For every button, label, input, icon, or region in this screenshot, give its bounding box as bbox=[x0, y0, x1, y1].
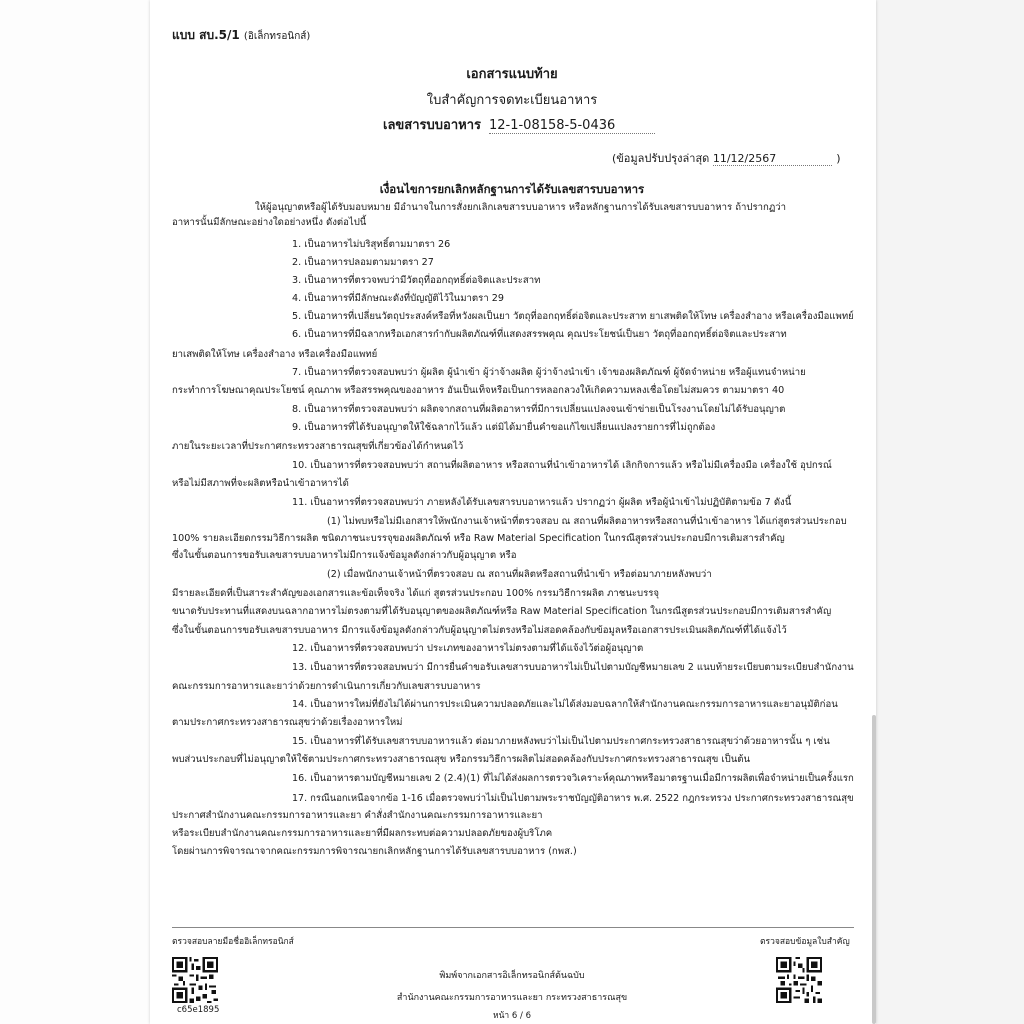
last-updated bbox=[612, 149, 841, 167]
body-line: ขนาดรับประทานที่แสดงบนฉลากอาหารไม่ตรงตามที่ได้รับอนุญาตของผลิตภัณฑ์หรือ Raw Material Specification ในกรณีสูตรส่วนประกอบมีการเติมสารสำคัญ bbox=[172, 606, 832, 617]
registration-label: เลขสารบบอาหาร bbox=[383, 118, 481, 133]
body-line: ภายในระยะเวลาที่ประกาศกระทรวงสาธารณสุขที่เกี่ยวข้องได้กำหนดไว้ bbox=[172, 441, 464, 452]
body-line: 9. เป็นอาหารที่ได้รับอนุญาตให้ใช้ฉลากไว้แล้ว แต่มิได้มายื่นคำขอแก้ไขเปลี่ยนแปลงรายการที่ไม่ถูกต้อง bbox=[292, 422, 716, 433]
qr-code-text: c65e1895 bbox=[177, 1005, 220, 1015]
body-line: 14. เป็นอาหารใหม่ที่ยังไม่ได้ผ่านการประเมินความปลอดภัยและไม่ได้ส่งมอบฉลากให้สำนักงานคณะกรรมการอาหารและยาอนุมัติก่อน bbox=[292, 699, 838, 710]
body-line: ตามประกาศกระทรวงสาธารณสุขว่าด้วยเรื่องอาหารใหม่ bbox=[172, 717, 403, 728]
body-line: กระทำการโฆษณาคุณประโยชน์ คุณภาพ หรือสรรพคุณของอาหาร อันเป็นเท็จหรือเป็นการหลอกลวงให้เกิดความหลงเชื่อโดยไม่สมควร ตามมาตรา 40 bbox=[172, 385, 785, 396]
body-line: คณะกรรมการอาหารและยาว่าด้วยการดำเนินการเกี่ยวกับเลขสารบบอาหาร bbox=[172, 681, 481, 692]
body-line: ซึ่งในขั้นตอนการขอรับเลขสารบบอาหาร มีการแจ้งข้อมูลดังกล่าวกับผู้อนุญาตไม่ตรงหรือไม่สอดคล้องกับข้อมูลหรือเอกสารประเมินผลิตภัณฑ์ที่ได้แจ้งไว้ bbox=[172, 625, 787, 636]
background-left bbox=[0, 0, 150, 1024]
body-line: 4. เป็นอาหารที่มีลักษณะดังที่บัญญัติไว้ในมาตรา 29 bbox=[292, 293, 504, 304]
body-line: 3. เป็นอาหารที่ตรวจพบว่ามีวัตถุที่ออกฤทธิ์ต่อจิตและประสาท bbox=[292, 275, 541, 286]
body-line: 16. เป็นอาหารตามบัญชีหมายเลข 2 (2.4)(1) ที่ไม่ได้ส่งผลการตรวจวิเคราะห์คุณภาพหรือมาตรฐานเมื่อมีการผลิตเพื่อจำหน่ายเป็นครั้งแรก bbox=[292, 773, 854, 784]
body-line: หรือระเบียบสำนักงานคณะกรรมการอาหารและยาที่มีผลกระทบต่อความปลอดภัยของผู้บริโภค bbox=[172, 828, 553, 839]
registration-number: 12-1-08158-5-0436 bbox=[489, 118, 655, 134]
last-updated-date: 11/12/2567 bbox=[713, 152, 832, 166]
body-line: 12. เป็นอาหารที่ตรวจสอบพบว่า ประเภทของอาหารไม่ตรงตามที่ได้แจ้งไว้ต่อผู้อนุญาต bbox=[292, 643, 644, 654]
form-code-note: (อิเล็กทรอนิกส์) bbox=[243, 31, 311, 42]
body-line: 13. เป็นอาหารที่ตรวจสอบพบว่า มีการยื่นคำขอรับเลขสารบบอาหารไม่เป็นไปตามบัญชีหมายเลข 2 แนบท้ายระเบียบตามระเบียบสำนักงาน bbox=[292, 662, 854, 673]
body-line: 6. เป็นอาหารที่มีฉลากหรือเอกสารกำกับผลิตภัณฑ์ที่แสดงสรรพคุณ คุณประโยชน์เป็นยา วัตถุที่ออกฤทธิ์ต่อจิตและประสาท bbox=[292, 329, 787, 340]
body-line: 1. เป็นอาหารไม่บริสุทธิ์ตามมาตรา 26 bbox=[292, 239, 451, 250]
verify-certificate-label: ตรวจสอบข้อมูลใบสำคัญ bbox=[760, 937, 850, 947]
body-line: ให้ผู้อนุญาตหรือผู้ได้รับมอบหมาย มีอำนาจในการสั่งยกเลิกเลขสารบบอาหาร หรือหลักฐานการได้รับเลขสารบบอาหาร ถ้าปรากฏว่า bbox=[255, 202, 787, 213]
document-subtitle: ใบสำคัญการจดทะเบียนอาหาร bbox=[426, 93, 598, 108]
body-line: พบส่วนประกอบที่ไม่อนุญาตให้ใช้ตามประกาศกระทรวงสาธารณสุข หรือกรรมวิธีการผลิตไม่สอดคล้องกับประกาศกระทรวงสาธารณสุข เป็นต้น bbox=[172, 754, 751, 765]
body-line: มีรายละเอียดที่เป็นสาระสำคัญของเอกสารและข้อเท็จจริง ได้แก่ สูตรส่วนประกอบ 100% กรรมวิธีการผลิต ภาชนะบรรจุ bbox=[172, 588, 660, 599]
body-line: อาหารนั้นมีลักษณะอย่างใดอย่างหนึ่ง ดังต่อไปนี้ bbox=[172, 217, 367, 228]
registration-number-row bbox=[383, 114, 655, 135]
printed-from-original: พิมพ์จากเอกสารอิเล็กทรอนิกส์ต้นฉบับ bbox=[439, 971, 585, 981]
body-line: โดยผ่านการพิจารณาจากคณะกรรมการพิจารณายกเลิกหลักฐานการได้รับเลขสารบบอาหาร (กพส.) bbox=[172, 846, 577, 857]
form-code-text: แบบ สบ.5/1 bbox=[172, 28, 240, 42]
issuing-agency: สำนักงานคณะกรรมการอาหารและยา กระทรวงสาธารณสุข bbox=[396, 993, 628, 1003]
last-updated-close: ) bbox=[836, 152, 841, 165]
body-line: ประกาศสำนักงานคณะกรรมการอาหารและยา คำสั่งสำนักงานคณะกรรมการอาหารและยา bbox=[172, 810, 543, 821]
form-code bbox=[172, 26, 310, 45]
footer-divider bbox=[172, 927, 854, 928]
body-line: 2. เป็นอาหารปลอมตามมาตรา 27 bbox=[292, 257, 434, 268]
body-line: 17. กรณีนอกเหนือจากข้อ 1-16 เมื่อตรวจพบว่าไม่เป็นไปตามพระราชบัญญัติอาหาร พ.ศ. 2522 กฎกระทรวง ประกาศกระทรวงสาธารณสุข bbox=[292, 793, 854, 804]
section-heading: เงื่อนไขการยกเลิกหลักฐานการได้รับเลขสารบบอาหาร bbox=[379, 182, 645, 196]
body-line: (1) ไม่พบหรือไม่มีเอกสารให้พนักงานเจ้าหน้าที่ตรวจสอบ ณ สถานที่ผลิตอาหารหรือสถานที่นำเข้าอาหาร ได้แก่สูตรส่วนประกอบ bbox=[327, 516, 847, 527]
background-right bbox=[876, 0, 1024, 1024]
body-line: 10. เป็นอาหารที่ตรวจสอบพบว่า สถานที่ผลิตอาหาร หรือสถานที่นำเข้าอาหารได้ เลิกกิจการแล้ว หรือไม่มีเครื่องมือ เครื่องใช้ อุปกรณ์ bbox=[292, 460, 832, 471]
body-line: 8. เป็นอาหารที่ตรวจสอบพบว่า ผลิตจากสถานที่ผลิตอาหารที่มีการเปลี่ยนแปลงจนเข้าข่ายเป็นโรงงานโดยไม่ได้รับอนุญาต bbox=[292, 404, 786, 415]
body-line: 15. เป็นอาหารที่ได้รับเลขสารบบอาหารแล้ว ต่อมาภายหลังพบว่าไม่เป็นไปตามประกาศกระทรวงสาธารณสุขว่าด้วยอาหารนั้น ๆ เช่น bbox=[292, 736, 830, 747]
body-line: 100% รายละเอียดกรรมวิธีการผลิต ชนิดภาชนะบรรจุของผลิตภัณฑ์ หรือ Raw Material Specification ในกรณีสูตรส่วนประกอบมีการเติมสารสำคัญ bbox=[172, 533, 785, 544]
body-line: 7. เป็นอาหารที่ตรวจสอบพบว่า ผู้ผลิต ผู้นำเข้า ผู้ว่าจ้างผลิต ผู้ว่าจ้างนำเข้า เจ้าของผลิตภัณฑ์ ผู้จัดจำหน่าย หรือผู้แทนจำหน่าย bbox=[292, 367, 806, 378]
body-line: 11. เป็นอาหารที่ตรวจสอบพบว่า ภายหลังได้รับเลขสารบบอาหารแล้ว ปรากฏว่า ผู้ผลิต หรือผู้นำเข้าไม่ปฏิบัติตามข้อ 7 ดังนี้ bbox=[292, 497, 792, 508]
body-line: (2) เมื่อพนักงานเจ้าหน้าที่ตรวจสอบ ณ สถานที่ผลิตหรือสถานที่นำเข้า หรือต่อมาภายหลังพบว่า bbox=[327, 569, 712, 580]
body-line: ยาเสพติดให้โทษ เครื่องสำอาง หรือเครื่องมือแพทย์ bbox=[172, 349, 378, 360]
body-line: หรือไม่มีสภาพที่จะผลิตหรือนำเข้าอาหารได้ bbox=[172, 478, 349, 489]
document-title: เอกสารแนบท้าย bbox=[466, 67, 558, 82]
last-updated-label: (ข้อมูลปรับปรุงล่าสุด bbox=[612, 152, 710, 165]
body-line: 5. เป็นอาหารที่เปลี่ยนวัตถุประสงค์หรือที่หวังผลเป็นยา วัตถุที่ออกฤทธิ์ต่อจิตและประสาท ยาเสพติดให้โทษ เครื่องสำอาง หรือเครื่องมือแพทย์ bbox=[292, 311, 854, 322]
verify-signature-label: ตรวจสอบลายมือชื่ออิเล็กทรอนิกส์ bbox=[172, 937, 294, 947]
page-number: หน้า 6 / 6 bbox=[493, 1011, 531, 1021]
body-line: ซึ่งในขั้นตอนการขอรับเลขสารบบอาหารไม่มีการแจ้งข้อมูลดังกล่าวกับผู้อนุญาต หรือ bbox=[172, 550, 517, 561]
